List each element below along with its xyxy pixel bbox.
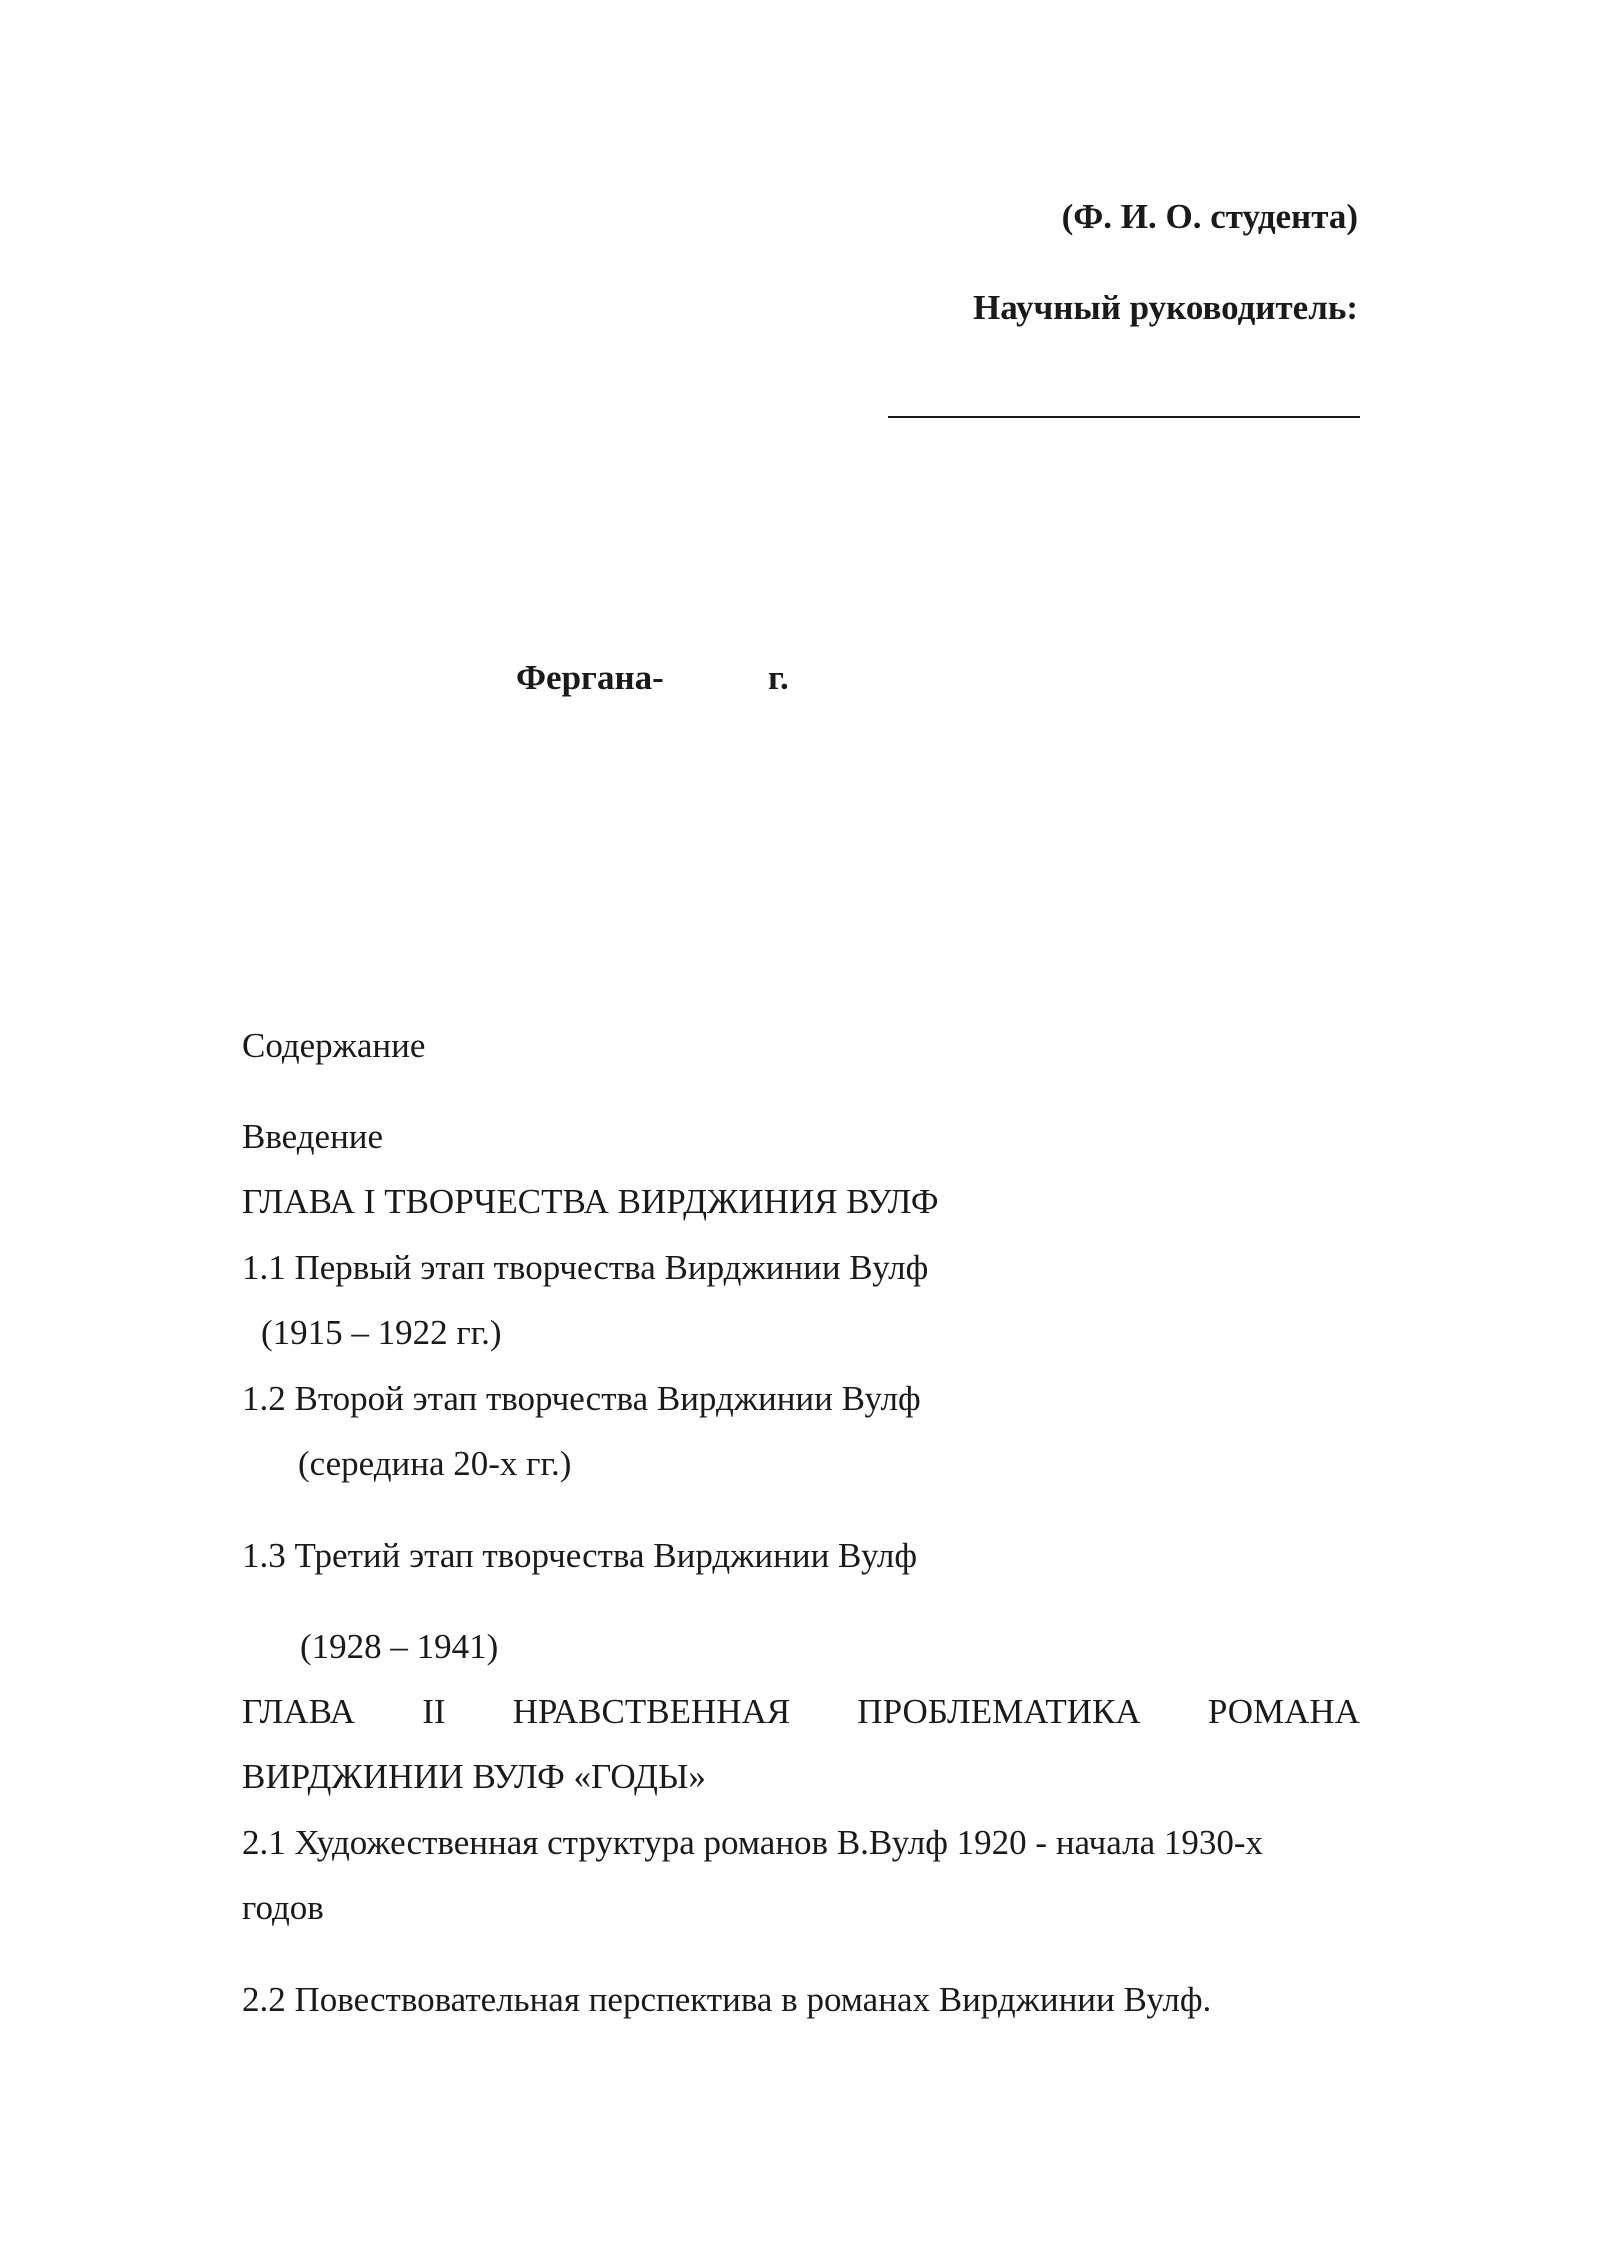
toc-item-1-3: 1.3 Третий этап творчества Вирджинии Вулф — [242, 1536, 918, 1575]
toc-item-2-2: 2.2 Повествовательная перспектива в романах Вирджинии Вулф. — [242, 1980, 1212, 2019]
chapter2-word: НРАВСТВЕННАЯ — [512, 1692, 791, 1731]
toc-item-introduction: Введение — [242, 1117, 384, 1156]
toc-item-1-1: 1.1 Первый этап творчества Вирджинии Вулф — [242, 1248, 929, 1287]
signature-line — [888, 416, 1360, 418]
toc-item-1-1-dates: (1915 – 1922 гг.) — [261, 1313, 502, 1352]
student-name-placeholder: (Ф. И. О. студента) — [1061, 197, 1358, 236]
toc-item-2-1: 2.1 Художественная структура романов В.Вулф 1920 - начала 1930-х — [242, 1823, 1264, 1862]
toc-heading: Содержание — [242, 1026, 426, 1065]
toc-item-chapter-1: ГЛАВА I ТВОРЧЕСТВА ВИРДЖИНИЯ ВУЛФ — [242, 1182, 939, 1221]
year-suffix: г. — [768, 658, 789, 697]
toc-item-2-1-cont: годов — [242, 1888, 324, 1927]
city-label: Фергана- — [516, 658, 664, 697]
chapter2-word: ГЛАВА — [242, 1692, 356, 1731]
toc-item-1-3-dates: (1928 – 1941) — [300, 1627, 499, 1666]
chapter2-word: РОМАНА — [1207, 1692, 1360, 1731]
toc-item-chapter-2-line2: ВИРДЖИНИИ ВУЛФ «ГОДЫ» — [242, 1757, 706, 1796]
supervisor-label: Научный руководитель: — [973, 288, 1358, 327]
chapter2-word: ПРОБЛЕМАТИКА — [857, 1692, 1141, 1731]
toc-item-chapter-2-line1 — [242, 1692, 1360, 1732]
toc-item-1-2-dates: (середина 20-х гг.) — [298, 1444, 572, 1483]
chapter2-word: II — [422, 1692, 446, 1731]
toc-item-1-2: 1.2 Второй этап творчества Вирджинии Вулф — [242, 1379, 921, 1418]
